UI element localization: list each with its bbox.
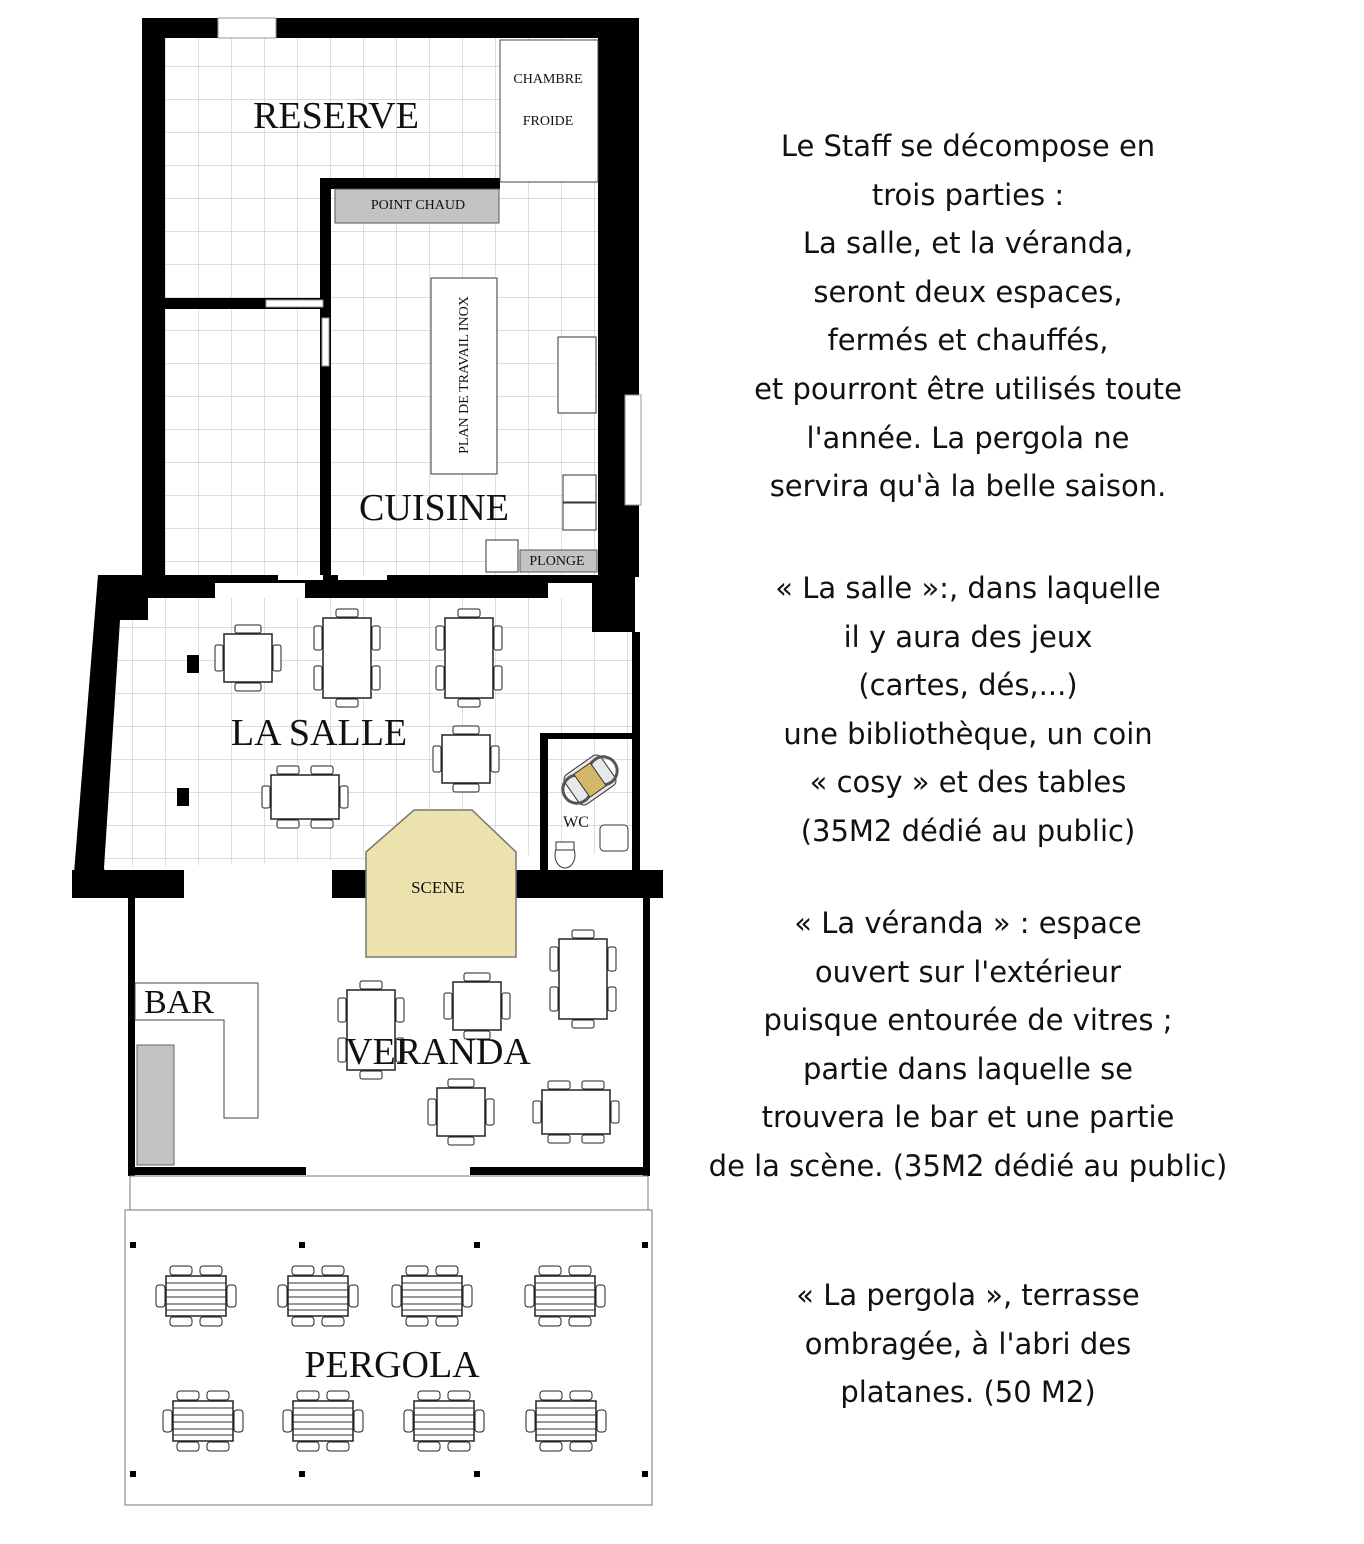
label-cuisine: CUISINE [359,487,509,529]
kitchen-unit-1 [563,475,596,502]
description-pergola: « La pergola », terrasse ombragée, à l'abri des platanes. (50 M2) [796,1278,1140,1410]
plonge-unit-box [486,540,518,572]
label-point-chaud: POINT CHAUD [370,198,466,213]
label-pergola: PERGOLA [304,1344,480,1386]
kitchen-appliance [558,337,596,413]
bar-shelf [137,1045,174,1165]
label-chambre: CHAMBRE [513,72,583,87]
description-salle: « La salle »:, dans laquelle il y aura des jeux (cartes, dés,...) une bibliothèque, un coin « cosy » et des tables (35M2 dédié au public) [775,571,1161,848]
chambre-froide-box [500,40,598,182]
label-scene: SCENE [411,878,465,897]
label-plan-travail: PLAN DE TRAVAIL INOX [457,296,472,454]
label-reserve: RESERVE [253,95,419,137]
label-wc: WC [563,814,589,831]
label-froide: FROIDE [522,114,574,129]
description-intro: Le Staff se décompose en trois parties : La salle, et la véranda, seront deux espaces, fermés et chauffés, et pourront être utilisés toute l'année. La pergola ne servira qu'à la belle saison. [754,129,1182,504]
veranda-terrace-step [130,1176,648,1210]
label-veranda: VERANDA [345,1031,531,1073]
column-1 [187,655,199,673]
label-bar: BAR [144,984,214,1021]
column-2 [177,788,189,806]
label-la-salle: LA SALLE [230,712,408,754]
description-veranda: « La véranda » : espace ouvert sur l'extérieur puisque entourée de vitres ; partie dans laquelle se trouvera le bar et une partie de la scène. (35M2 dédié au public) [708,906,1228,1183]
label-plonge: PLONGE [529,554,585,569]
kitchen-unit-2 [563,503,596,530]
